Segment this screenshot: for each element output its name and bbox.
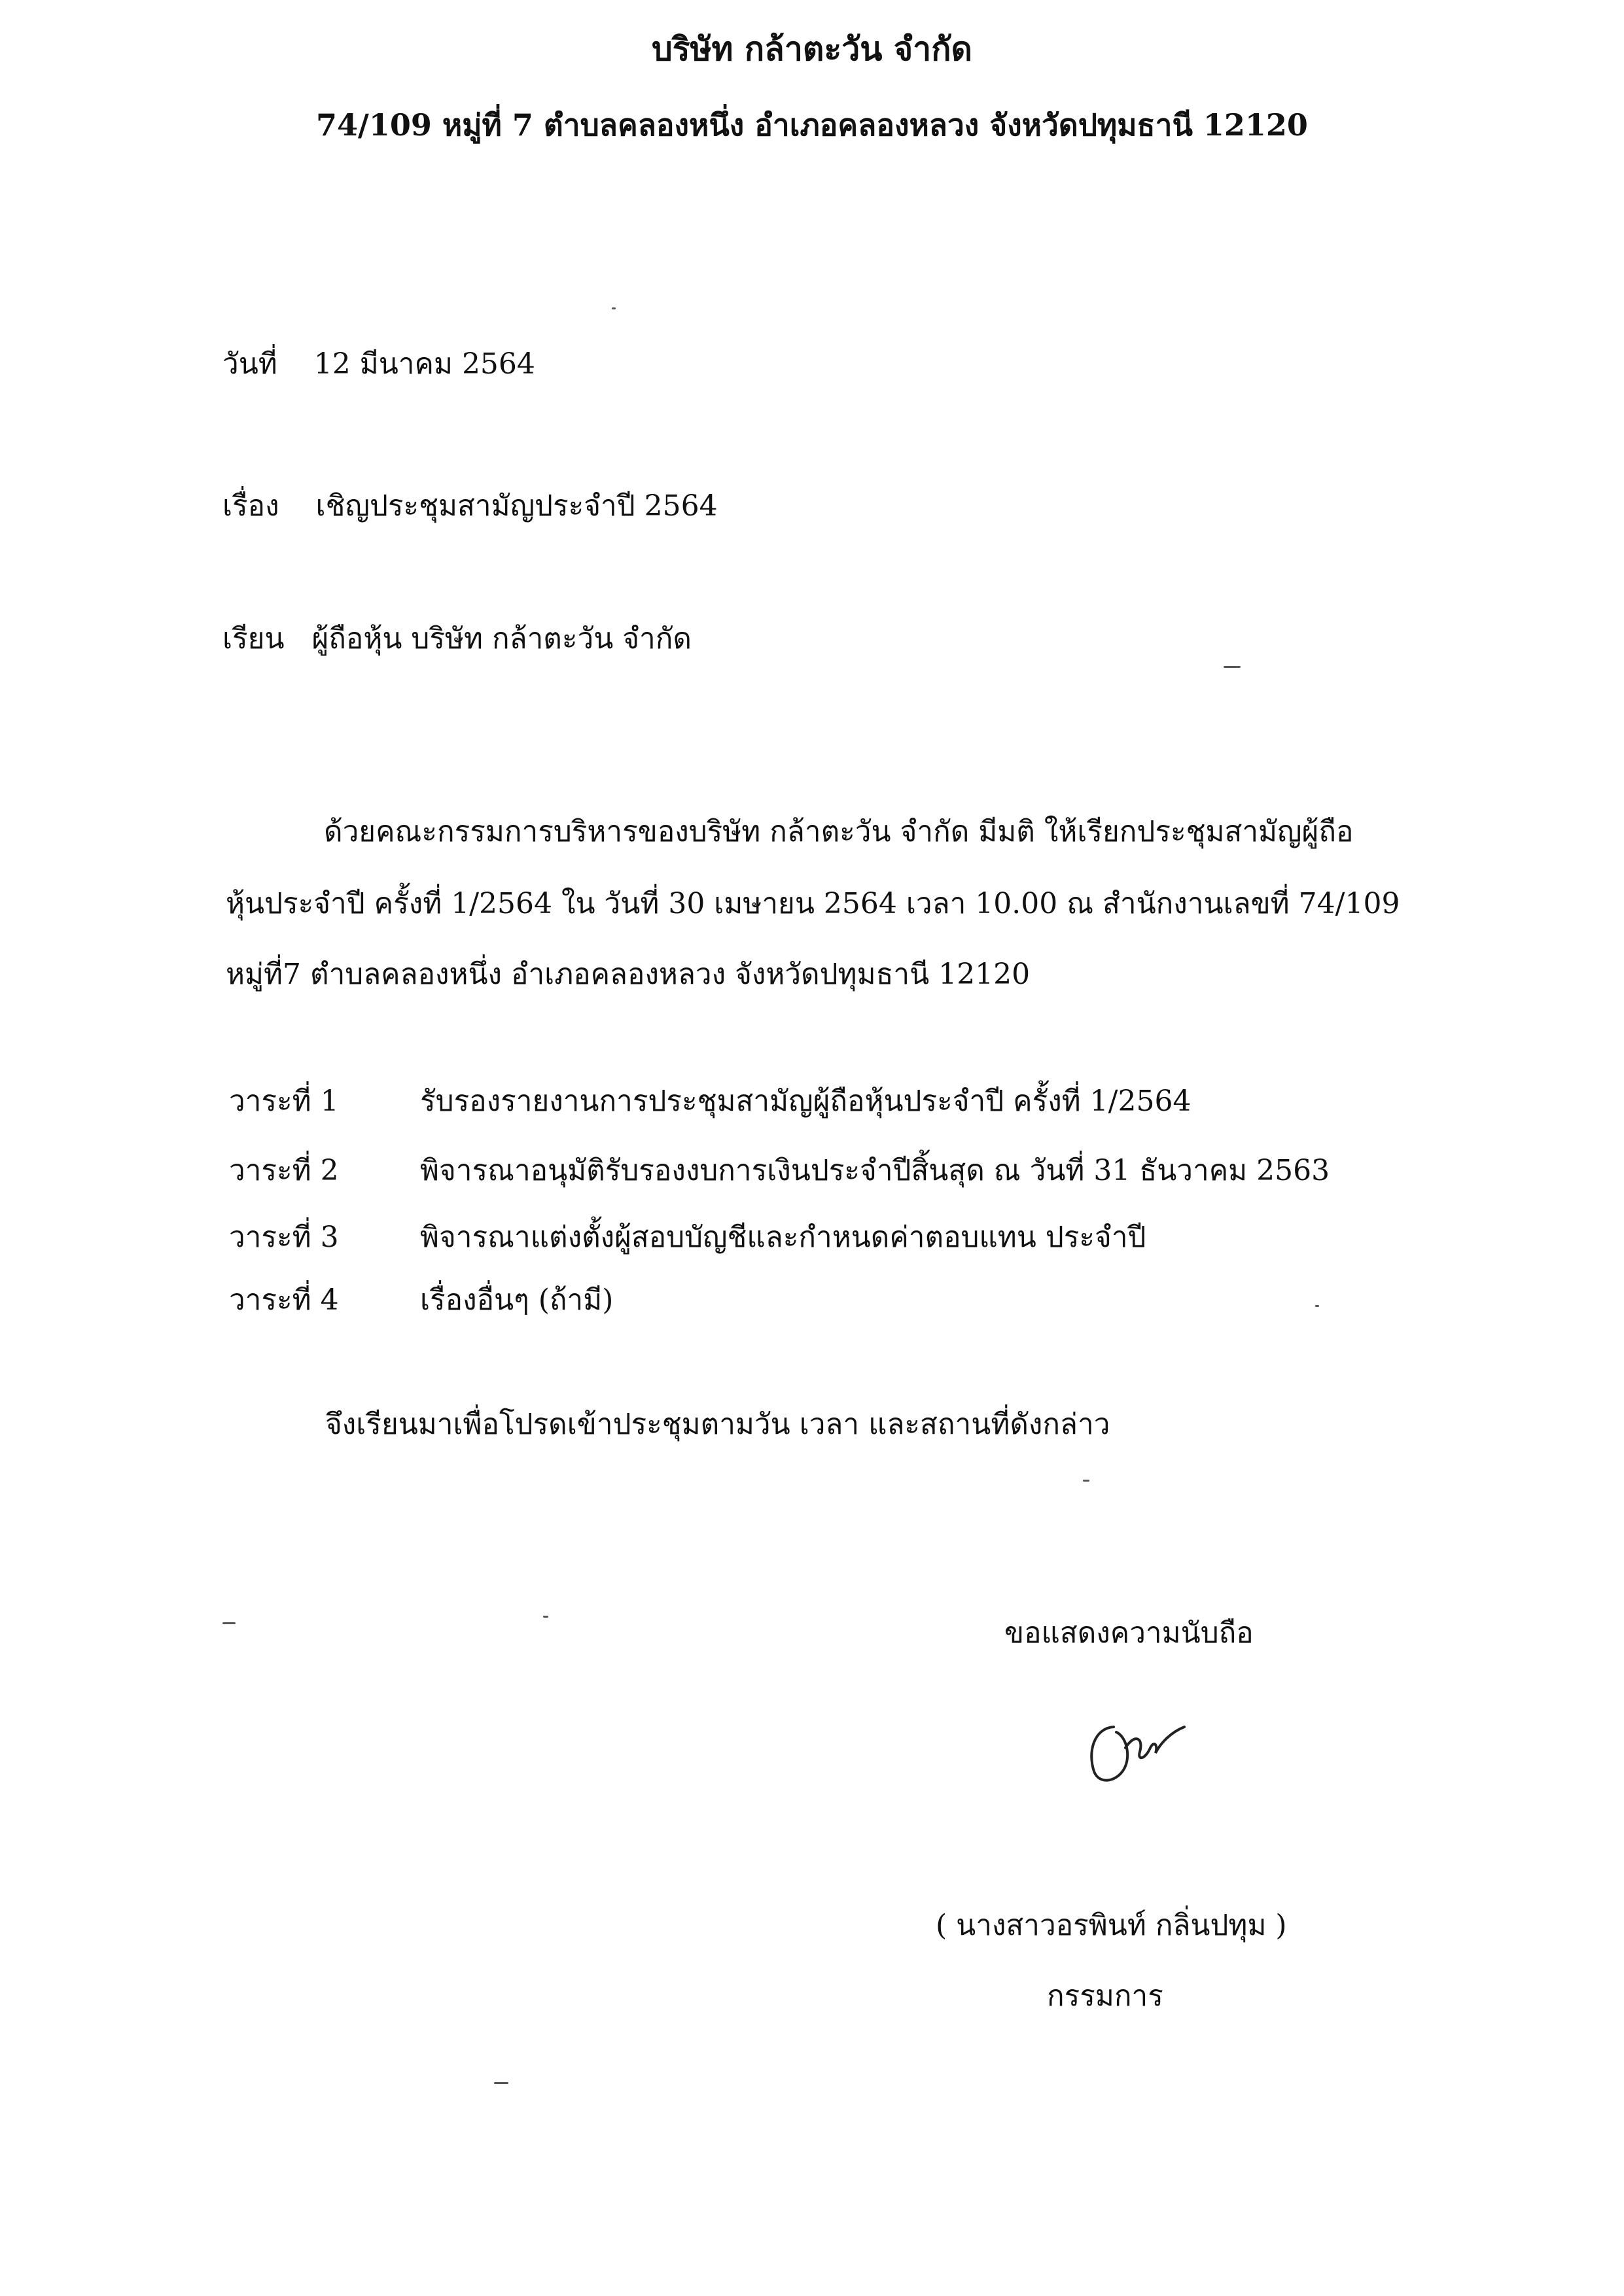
agenda-text: เรื่องอื่นๆ (ถ้ามี) bbox=[420, 1283, 614, 1317]
signature-image bbox=[1080, 1714, 1210, 1792]
agenda-number: วาระที่ 2 bbox=[229, 1154, 339, 1187]
agenda-item-4 bbox=[229, 1283, 614, 1317]
agenda-text: พิจารณาแต่งตั้งผู้สอบบัญชีและกำหนดค่าตอบแทน ประจำปี bbox=[420, 1221, 1146, 1254]
signer-name: ( นางสาวอรพินท์ กลิ่นปทุม ) bbox=[936, 1909, 1287, 1942]
agenda-text: พิจารณาอนุมัติรับรองงบการเงินประจำปีสิ้นสุด ณ วันที่ 31 ธันวาคม 2563 bbox=[420, 1154, 1330, 1187]
agenda-text: รับรองรายงานการประชุมสามัญผู้ถือหุ้นประจำปี ครั้งที่ 1/2564 bbox=[420, 1085, 1192, 1118]
recipient-label: เรียน bbox=[222, 622, 285, 655]
scan-speck bbox=[222, 1622, 236, 1624]
subject-label: เรื่อง bbox=[222, 489, 279, 523]
body-line-2: หุ้นประจำปี ครั้งที่ 1/2564 ใน วันที่ 30 เมษายน 2564 เวลา 10.00 ณ สำนักงานเลขที่ 74/109 bbox=[226, 887, 1400, 920]
recipient-value: ผู้ถือหุ้น บริษัท กล้าตะวัน จำกัด bbox=[311, 622, 692, 655]
company-name: บริษัท กล้าตะวัน จำกัด bbox=[651, 29, 972, 68]
closing-paragraph: จึงเรียนมาเพื่อโปรดเข้าประชุมตามวัน เวลา และสถานที่ดังกล่าว bbox=[325, 1408, 1110, 1441]
subject-row bbox=[222, 489, 718, 523]
agenda-item-3 bbox=[229, 1223, 1146, 1252]
agenda-number: วาระที่ 4 bbox=[229, 1283, 339, 1317]
scan-speck bbox=[1224, 666, 1241, 668]
date-row bbox=[222, 347, 535, 381]
scan-speck bbox=[1083, 1480, 1089, 1482]
body-line-3: หมู่ที่7 ตำบลคลองหนึ่ง อำเภอคลองหลวง จังหวัดปทุมธานี 12120 bbox=[226, 958, 1031, 991]
scan-speck bbox=[543, 1616, 548, 1618]
company-address: 74/109 หมู่ที่ 7 ตำบลคลองหนึ่ง อำเภอคลองหลวง จังหวัดปทุมธานี 12120 bbox=[316, 107, 1308, 143]
agenda-number: วาระที่ 1 bbox=[229, 1085, 339, 1118]
date-label: วันที่ bbox=[222, 347, 277, 381]
recipient-row bbox=[222, 622, 692, 655]
scan-speck bbox=[494, 2082, 508, 2084]
body-line-1: ด้วยคณะกรรมการบริหารของบริษัท กล้าตะวัน จำกัด มีมติ ให้เรียกประชุมสามัญผู้ถือ bbox=[324, 815, 1354, 848]
scan-speck bbox=[1315, 1305, 1319, 1307]
scan-speck bbox=[612, 307, 616, 309]
signer-title: กรรมการ bbox=[1047, 1979, 1163, 2013]
date-value: 12 มีนาคม 2564 bbox=[313, 347, 535, 381]
agenda-item-1 bbox=[229, 1087, 1191, 1116]
agenda-item-2 bbox=[229, 1154, 1330, 1187]
subject-value: เชิญประชุมสามัญประจำปี 2564 bbox=[315, 489, 718, 523]
regards-text: ขอแสดงความนับถือ bbox=[1004, 1616, 1254, 1650]
agenda-number: วาระที่ 3 bbox=[229, 1221, 339, 1254]
